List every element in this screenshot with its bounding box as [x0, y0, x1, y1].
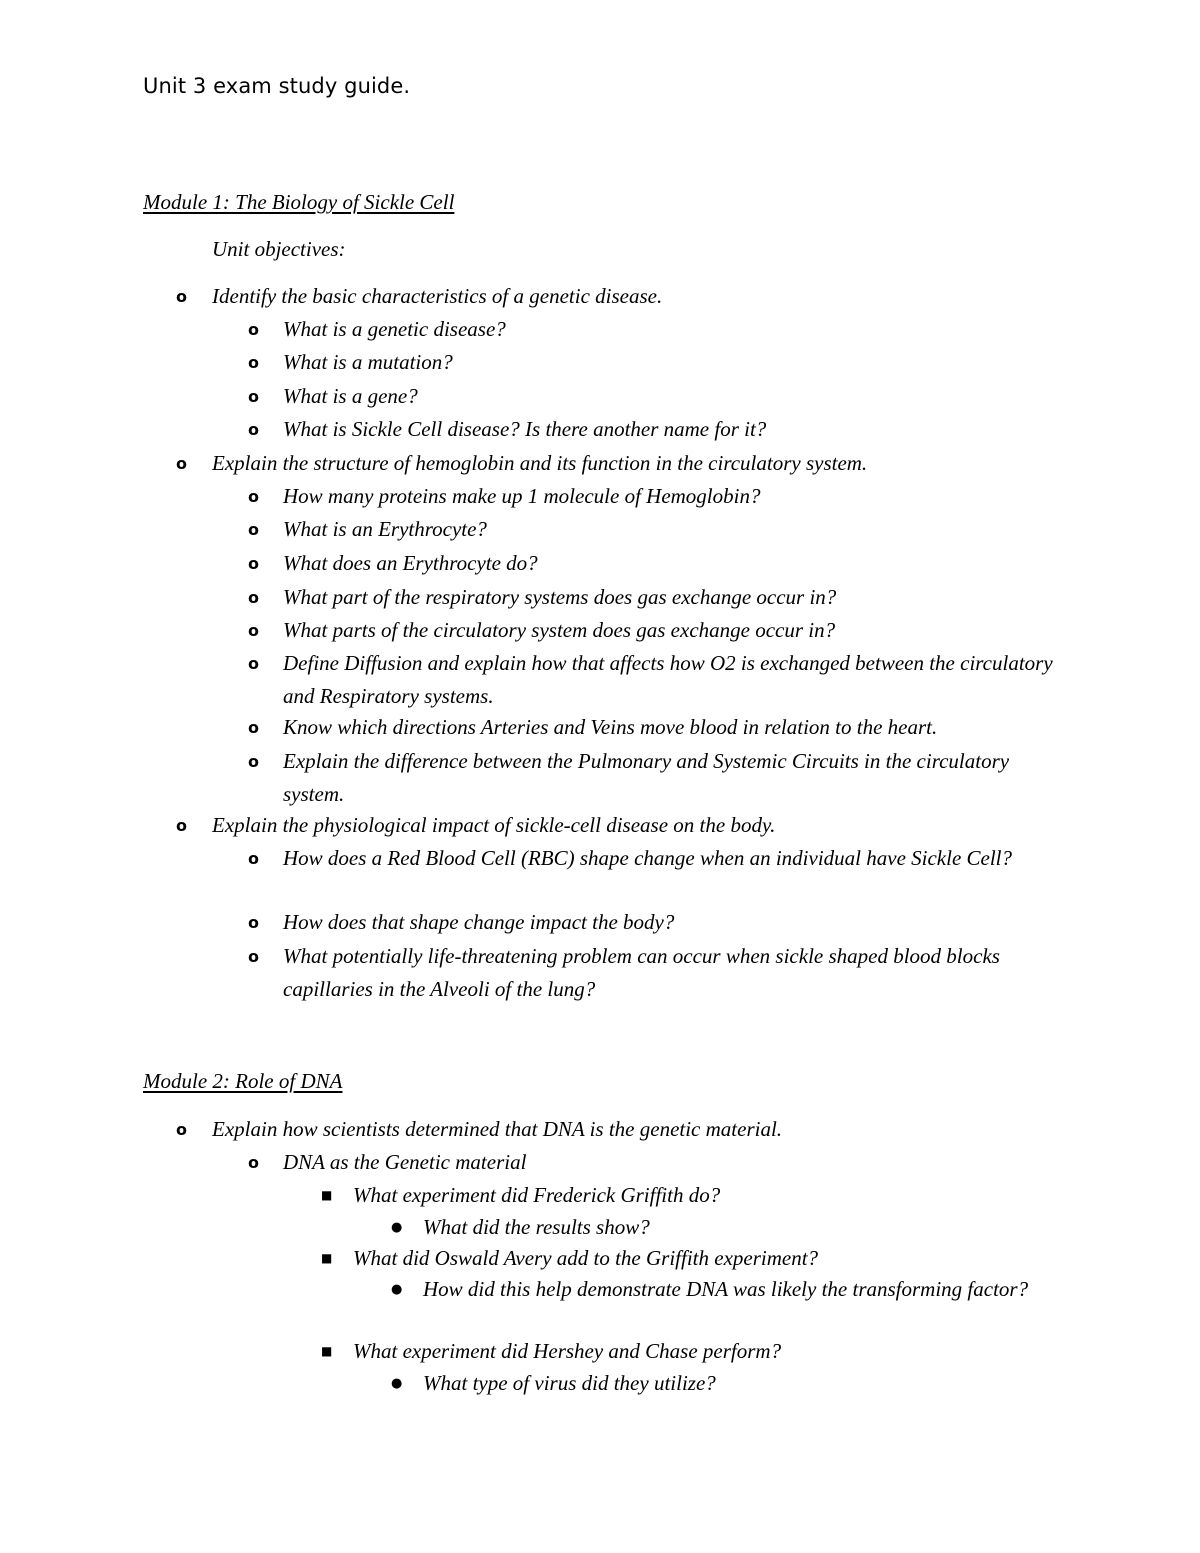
list-item: ■ What experiment did Hershey and Chase perform?	[353, 1335, 1073, 1368]
hollow-circle-bullet-icon: o	[248, 718, 259, 737]
hollow-circle-bullet-icon: o	[248, 554, 259, 573]
dot-bullet-icon: ●	[391, 1220, 403, 1235]
list-item: o What parts of the circulatory system does gas exchange occur in?	[283, 614, 1063, 647]
dot-bullet-icon: ●	[391, 1376, 403, 1391]
list-item: o What is a mutation?	[283, 346, 1063, 379]
list-item: o Define Diffusion and explain how that affects how O2 is exchanged between the circulatory and Respiratory systems.	[283, 647, 1063, 713]
hollow-circle-bullet-icon: o	[176, 1120, 187, 1139]
list-item: ■ What did Oswald Avery add to the Griffith experiment?	[353, 1242, 1073, 1275]
list-item: o DNA as the Genetic material	[283, 1146, 1063, 1179]
list-item: o What part of the respiratory systems does gas exchange occur in?	[283, 581, 1063, 614]
hollow-circle-bullet-icon: o	[248, 420, 259, 439]
hollow-circle-bullet-icon: o	[176, 454, 187, 473]
hollow-circle-bullet-icon: o	[248, 947, 259, 966]
dot-bullet-icon: ●	[391, 1282, 403, 1297]
document-title: Unit 3 exam study guide.	[143, 74, 411, 98]
hollow-circle-bullet-icon: o	[248, 520, 259, 539]
hollow-circle-bullet-icon: o	[248, 621, 259, 640]
module-2-heading: Module 2: Role of DNA	[143, 1069, 343, 1093]
list-item: ■ What experiment did Frederick Griffith do?	[353, 1179, 1073, 1212]
list-item: o What potentially life-threatening problem can occur when sickle shaped blood blocks capillaries in the Alveoli of the lung?	[283, 940, 1063, 1006]
square-bullet-icon: ■	[321, 1251, 333, 1265]
hollow-circle-bullet-icon: o	[248, 487, 259, 506]
hollow-circle-bullet-icon: o	[248, 1153, 259, 1172]
hollow-circle-bullet-icon: o	[248, 588, 259, 607]
list-item: ● What type of virus did they utilize?	[423, 1367, 1073, 1400]
unit-objectives-label: Unit objectives:	[212, 237, 346, 261]
list-item: o Identify the basic characteristics of a genetic disease.	[212, 280, 1072, 313]
hollow-circle-bullet-icon: o	[248, 387, 259, 406]
module-1-heading: Module 1: The Biology of Sickle Cell	[143, 190, 455, 214]
list-item: ● What did the results show?	[423, 1211, 1073, 1244]
hollow-circle-bullet-icon: o	[176, 287, 187, 306]
list-item: o How does that shape change impact the body?	[283, 906, 1063, 939]
list-item: o What is a genetic disease?	[283, 313, 1063, 346]
hollow-circle-bullet-icon: o	[248, 849, 259, 868]
list-item: o Explain the difference between the Pulmonary and Systemic Circuits in the circulatory system.	[283, 745, 1063, 811]
square-bullet-icon: ■	[321, 1344, 333, 1358]
list-item: o What is an Erythrocyte?	[283, 513, 1063, 546]
list-item: o Explain how scientists determined that DNA is the genetic material.	[212, 1113, 1072, 1146]
list-item: o What does an Erythrocyte do?	[283, 547, 1063, 580]
hollow-circle-bullet-icon: o	[248, 320, 259, 339]
list-item: ● How did this help demonstrate DNA was likely the transforming factor?	[423, 1273, 1073, 1306]
hollow-circle-bullet-icon: o	[248, 353, 259, 372]
list-item: o How does a Red Blood Cell (RBC) shape change when an individual have Sickle Cell?	[283, 842, 1063, 875]
hollow-circle-bullet-icon: o	[248, 913, 259, 932]
list-item: o How many proteins make up 1 molecule of Hemoglobin?	[283, 480, 1063, 513]
list-item: o What is a gene?	[283, 380, 1063, 413]
list-item: o What is Sickle Cell disease? Is there another name for it?	[283, 413, 1063, 446]
list-item: o Explain the structure of hemoglobin and its function in the circulatory system.	[212, 447, 1072, 480]
hollow-circle-bullet-icon: o	[248, 752, 259, 771]
hollow-circle-bullet-icon: o	[248, 654, 259, 673]
square-bullet-icon: ■	[321, 1188, 333, 1202]
list-item: o Know which directions Arteries and Veins move blood in relation to the heart.	[283, 711, 1063, 744]
hollow-circle-bullet-icon: o	[176, 816, 187, 835]
list-item: o Explain the physiological impact of sickle-cell disease on the body.	[212, 809, 1072, 842]
